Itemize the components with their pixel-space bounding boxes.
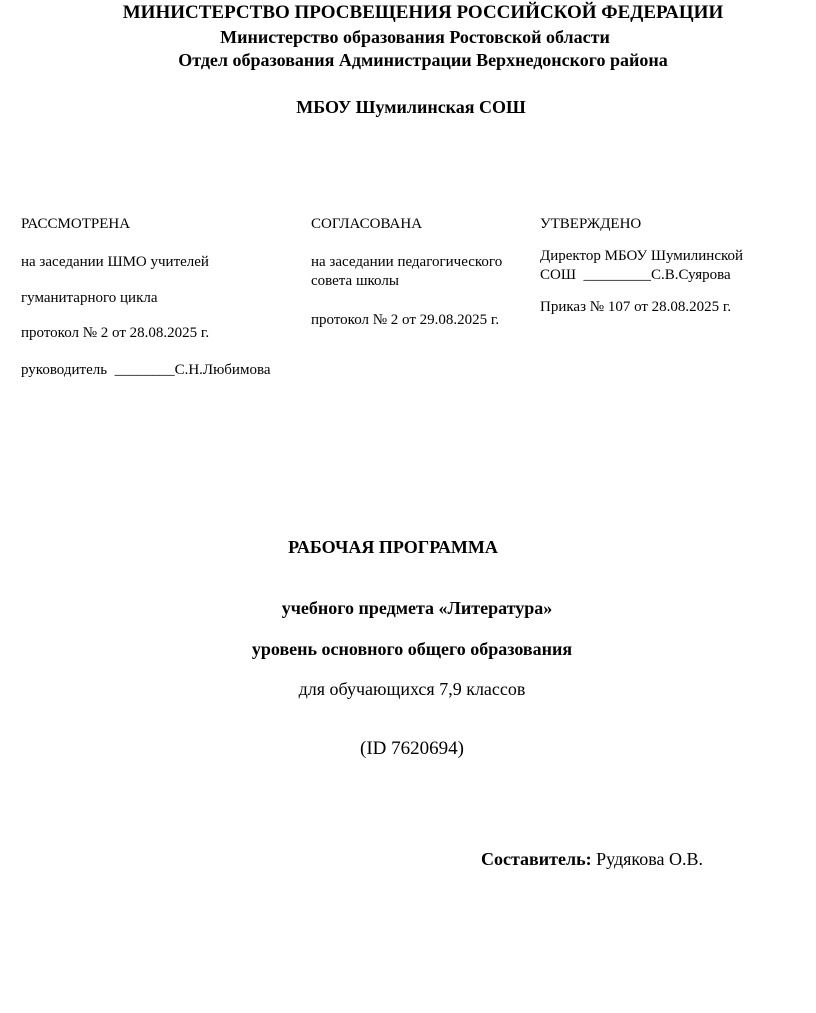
program-students: для обучающихся 7,9 классов xyxy=(298,679,526,699)
considered-line-3: протокол № 2 от 28.08.2025 г. xyxy=(21,325,210,341)
considered-line-2: гуманитарного цикла xyxy=(21,290,158,306)
regional-ministry-heading: Министерство образования Ростовской области xyxy=(220,27,610,47)
author-name: Рудякова О.В. xyxy=(591,849,703,869)
program-id: (ID 7620694) xyxy=(360,738,464,759)
agreed-line-2: протокол № 2 от 29.08.2025 г. xyxy=(311,312,500,328)
approved-title: УТВЕРЖДЕНО xyxy=(540,216,642,232)
author-label: Составитель: xyxy=(481,849,592,869)
agreed-line-1: на заседании педагогического совета школы xyxy=(311,254,503,289)
author-line xyxy=(481,848,703,870)
program-title: РАБОЧАЯ ПРОГРАММА xyxy=(288,537,498,557)
approved-line-1: Директор МБОУ Шумилинской СОШ _________С.В.Суярова xyxy=(540,248,747,283)
program-level: уровень основного общего образования xyxy=(251,639,573,659)
program-subject: учебного предмета «Литература» xyxy=(281,598,553,618)
approved-line-2: Приказ № 107 от 28.08.2025 г. xyxy=(540,299,732,315)
school-name: МБОУ Шумилинская СОШ xyxy=(296,97,526,117)
agreed-title: СОГЛАСОВАНА xyxy=(311,216,423,232)
considered-line-4: руководитель ________С.Н.Любимова xyxy=(21,362,271,378)
department-heading: Отдел образования Администрации Верхнедонского района xyxy=(178,50,668,70)
ministry-heading: МИНИСТЕРСТВО ПРОСВЕЩЕНИЯ РОССИЙСКОЙ ФЕДЕРАЦИИ xyxy=(122,2,724,23)
considered-line-1: на заседании ШМО учителей xyxy=(21,254,209,270)
considered-title: РАССМОТРЕНА xyxy=(21,216,131,232)
